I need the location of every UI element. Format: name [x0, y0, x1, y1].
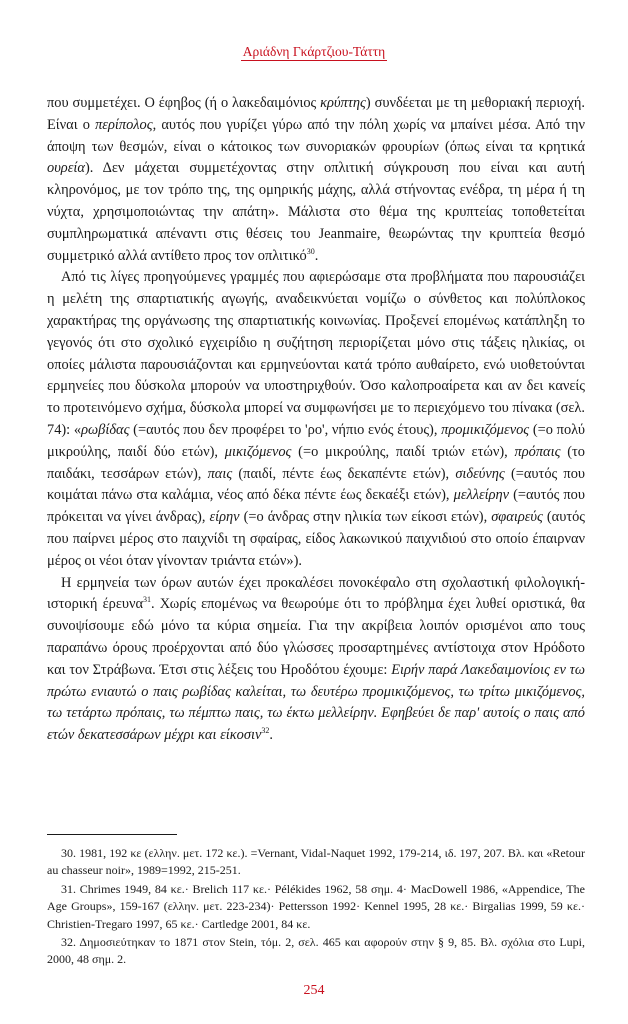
term-eirin: είρην	[209, 509, 240, 526]
footnotes	[47, 845, 585, 970]
term-sideunis: σιδεύνης	[455, 465, 505, 482]
text-run: που συμμετέχει. Ο έφηβος (ή ο λακεδαιμόνιος	[47, 95, 321, 111]
term-propais: πρόπαις	[514, 443, 561, 460]
text-run: (=αυτός που πρόκειται να γίνει άνδρας),	[47, 487, 585, 526]
footnote-30: 30. 1981, 192 κε (ελλην. μετ. 172 κε.). =Vernant, Vidal-Naquet 1992, 179-214, ιδ. 197, 207. Βλ. και «Retour au chasseur noir», 1989=1992, 215-251.	[47, 846, 585, 878]
page-number: 254	[303, 983, 325, 998]
text-run: (=ο πολύ μικρούλης, παιδί δύο ετών),	[47, 421, 585, 460]
footnote-31: 31. Chrimes 1949, 84 κε.· Brelich 117 κε.· Pélékides 1962, 58 σημ. 4· MacDowell 1986, «Appendice, The Age Groups», 159-167 (ελλην. μετ. 223-234)· Pettersson 1992· Kennel 1995, 28 κε.· Birgalias 1999, 59 κε.· Christien-Tregaro 1997, 65 κε.· Cartledge 2001, 84 κε.	[47, 881, 585, 931]
main-text	[47, 93, 585, 747]
term-promikizomenos: προμικιζόμενος	[441, 421, 530, 438]
herodotus-quote: Ειρήν παρά Λακεδαιμονίοις εν τω πρώτω ενιαυτώ ο παις ρωβίδας καλείται, τω δευτέρω προμικιζόμενος, τω τρίτω μικιζόμενος, τω τετάρτω πρόπαις, τω πέμπτω παις, τω έκτω μελλείρην. Εφηβεύει δε παρ' αυτοίς ο παις από ετών δεκατεσσάρων μέχρι και είκοσιν	[47, 661, 585, 744]
term-melleirin: μελλείρην	[453, 487, 510, 504]
text-run: (=αυτός που κοιμάται πάνω στα καλάμια, νέος από δέκα πέντε έως δεκαέξι ετών),	[47, 465, 586, 504]
text-run: ). Δεν μάχεται συμμετέχοντας στην οπλιτική σύγκρουση που είναι και αυτή κληρονόμος, με τον τρόπο της, της ομηρικής μάχης, αλλά στήνοντας ενέδρα, τη μέρα ή τη νύχτα, χρησιμοποιώντας την απάτη». Μάλιστα στο θέμα της κρυπτείας τοποθετείται συμπληρωματικά απέναντι στις θέσεις του Jeanmaire, θεωρώντας την κρυπτεία θεσμό συμμετρικό αλλά αντίθετο προς τον οπλιτικό	[47, 160, 585, 264]
footnote-ref-32: 32	[261, 726, 270, 736]
text-run: ) συνδέεται με τη μεθοριακή περιοχή. Είναι ο	[47, 95, 585, 133]
text-run: .	[314, 247, 319, 264]
footnote-ref-31: 31	[143, 595, 152, 605]
paragraph-1	[47, 93, 585, 267]
term-mikizomenos: μικιζόμενος	[224, 443, 292, 460]
text-run: (παιδί, πέντε έως δεκαπέντε ετών),	[232, 465, 456, 482]
term-kryptis: κρύπτης	[320, 95, 366, 111]
footnote-rule	[47, 834, 177, 835]
text-run: .	[269, 727, 273, 744]
footnote-ref-30: 30	[306, 246, 315, 256]
running-head-title: Αριάδνη Γκάρτζιου-Τάττη	[242, 44, 386, 59]
text-run: (=αυτός που δεν προφέρει το 'ρο', νήπιο ενός έτους),	[129, 421, 442, 438]
term-peripolos: περίπολος	[95, 116, 153, 133]
text-run: Από τις λίγες προηγούμενες γραμμές που αφιερώσαμε στα προβλήματα που παρουσιάζει η μελέτη της σπαρτιατικής αγωγής, αναδεικνύεται νομίζω ο σύνθετος και πολύπλοκος χαρακτήρας της οργάνωσης της σπαρτιατικής κοινωνίας. Προξενεί επομένως κατάπληξη το γεγονός ότι στο σχολικό εγχειρίδιο η συζήτηση περιορίζεται μόνο στις τάξεις ηλικίας, οι οποίες μάλιστα παρουσιάζονται και ερμηνεύονται κατά τρόπο αυθαίρετο, ενώ υιοθετούνται ερμηνείες που δύσκολα μπορούν να υποστηριχθούν. Όσο καλοπροαίρετα και αν δει κανείς το προτεινόμενο σχήμα, δύσκολα μπορεί να συμφωνήσει με το περιεχόμενο του πίνακα (σελ. 74): «	[47, 269, 585, 438]
running-head	[0, 44, 628, 60]
term-oureia: ουρεία	[47, 160, 85, 177]
text-run: , αυτός που γυρίζει γύρω από την πόλη χωρίς να μπαίνει μέσα. Από την άποψη των θεσμών, είναι ο κάτοικος των συνοριακών φρουρίων (όπως είναι τα κρητικά	[47, 116, 585, 155]
text-run: Η ερμηνεία των όρων αυτών έχει προκαλέσει πονοκέφαλο στη σχολαστική φιλολογική-ιστορική έρευνα	[47, 574, 585, 613]
term-pais: παις	[207, 465, 233, 482]
paragraph-3	[47, 573, 585, 747]
text-run: (=ο μικρούλης, παιδί τριών ετών),	[291, 443, 515, 460]
footnote-32: 32. Δημοσιεύτηκαν το 1871 στον Stein, τόμ. 2, σελ. 465 και αφορούν στην § 9, 85. Βλ. σχόλια στο Lupi, 2000, 48 σημ. 2.	[47, 935, 585, 967]
text-run: (=ο άνδρας στην ηλικία των είκοσι ετών),	[239, 509, 492, 526]
term-rovidas: ρωβίδας	[81, 421, 130, 438]
paragraph-2	[47, 267, 585, 572]
text-run: (αυτός που παίρνει μέρος στο παιχνίδι τη σφαίρας, είδος λακωνικού παιχνιδιού στο οποίο έπαιρναν μέρος οι νέοι όταν γίνονταν τριάντα ετών»).	[47, 509, 586, 569]
text-run: . Χωρίς επομένως να θεωρούμε ότι το πρόβλημα έχει λυθεί οριστικά, θα συνοψίσουμε εδώ μόνο τα κύρια σημεία. Για την ακρίβεια λοιπόν ορισμένοι απο τους παραπάνω όρους προέρχονται από δύο γλώσσες προσαρτημένες αντίστοιχα στον Ηρόδοτο και τον Στράβωνα. Έτσι στις λέξεις του Ηροδότου έχουμε:	[47, 596, 585, 678]
text-run: (το παιδάκι, τεσσάρων ετών),	[47, 443, 585, 482]
term-sfaireus: σφαιρεύς	[491, 509, 543, 526]
